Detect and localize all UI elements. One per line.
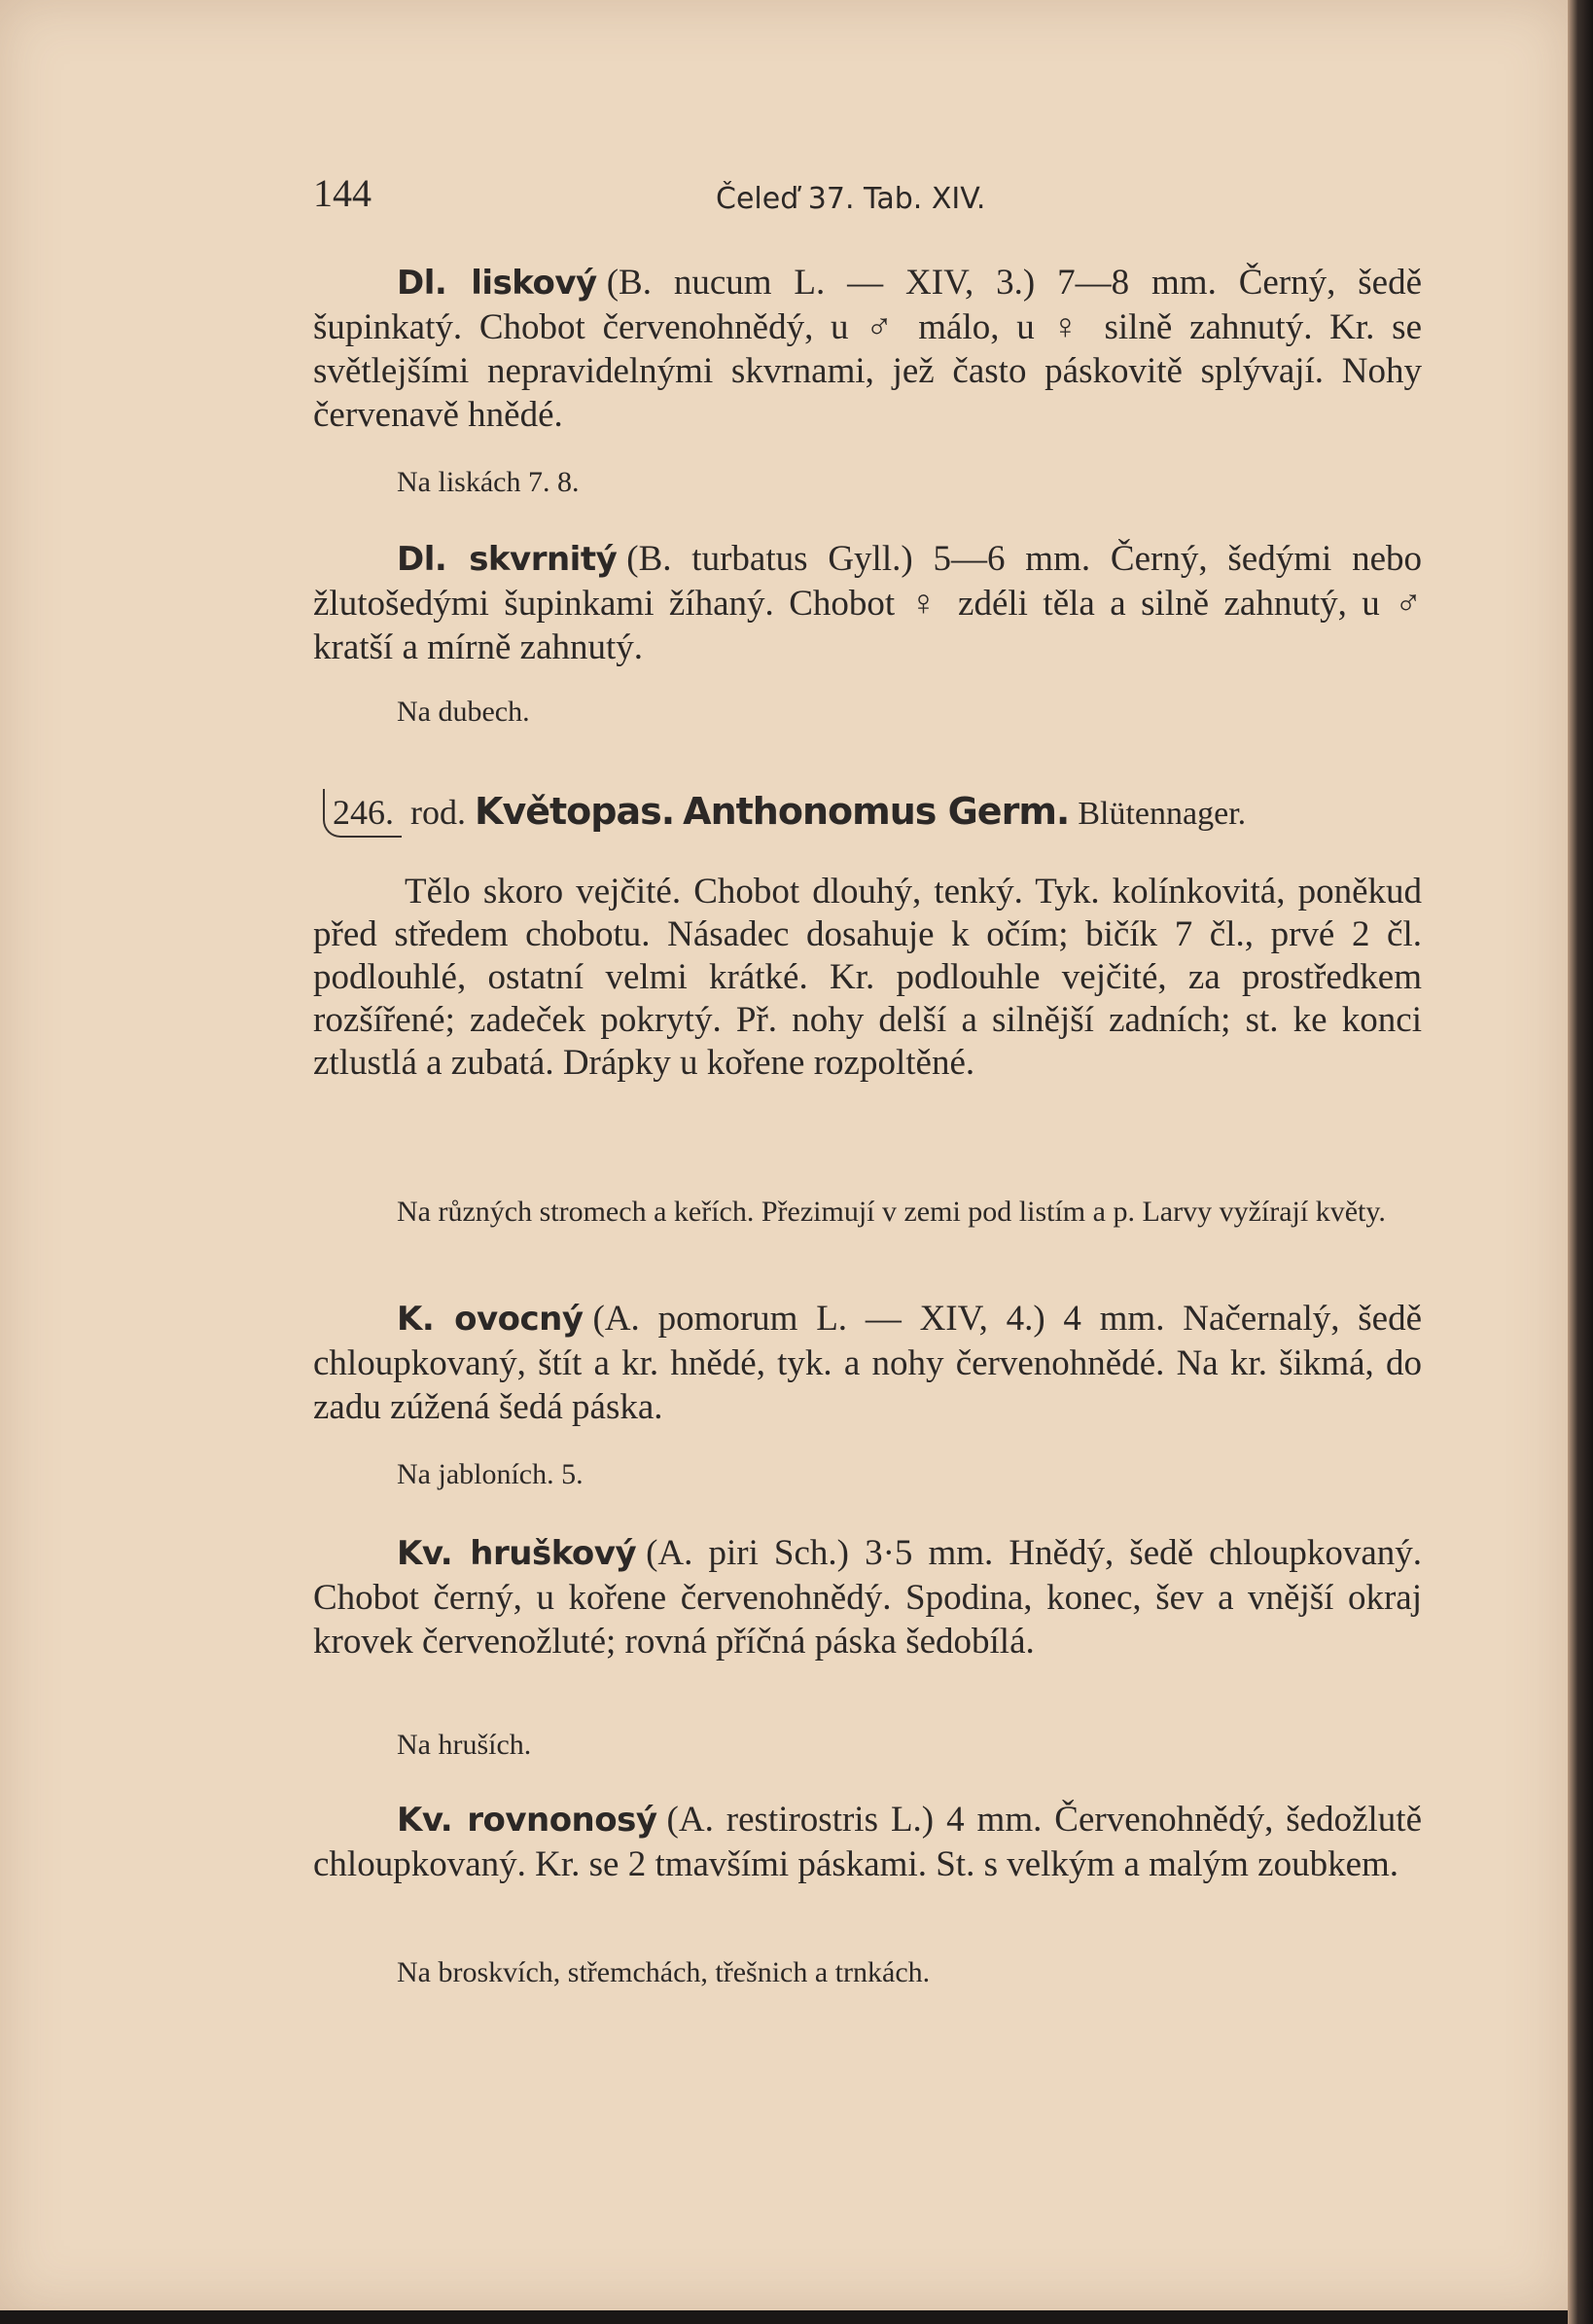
species-text: (A. restirostris L.) 4 mm. Červenohnědý, šedožlutě chloupkovaný. Kr. se 2 tmavšími páskami. St. s velkým a malým zoubkem. (313, 1800, 1423, 1884)
entry-hruskovy (313, 1531, 1422, 1663)
species-name: K. ovocný (397, 1300, 584, 1339)
entry-skvrnity (313, 537, 1422, 669)
habitat-note: Na hruších. (397, 1729, 532, 1761)
habitat-note: Na jabloních. 5. (397, 1458, 584, 1490)
genus-rank: rod. (410, 793, 466, 832)
habitat-note: Na dubech. (397, 696, 530, 728)
book-spine-edge (1568, 0, 1593, 2324)
species-text: (B. nucum L. — XIV, 3.) 7—8 mm. Černý, šedě šupinkatý. Chobot červenohnědý, u ♂ málo, u ♀ silně zahnutý. Kr. se světlejšími nepravidelnými skvrnami, jež často páskovitě splývají. Nohy červenavě hnědé. (313, 263, 1423, 435)
species-name: Kv. hruškový (397, 1534, 637, 1573)
genus-note-text: Na různých stromech a keřích. Přezimují v zemi pod listím a p. Larvy vyžírají květy. (397, 1196, 1386, 1228)
genus-number: 246. (323, 789, 402, 838)
genus-german-name: Blütennager. (1078, 796, 1247, 832)
species-text: (A. piri Sch.) 3·5 mm. Hnědý, šedě chloupkovaný. Chobot černý, u kořene červenohnědý. Spodina, konec, šev a vnější okraj krovek červenožluté; rovná příčná páska šedobílá. (313, 1533, 1422, 1662)
species-text: (A. pomorum L. — XIV, 4.) 4 mm. Načernalý, šedě chloupkovaný, štít a kr. hnědé, tyk. a nohy červenohnědé. Na kr. šikmá, do zadu zúžená šedá páska. (313, 1299, 1422, 1427)
genus-heading (323, 788, 1422, 838)
genus-czech-name: Květopas. (475, 790, 675, 833)
genus-latin-name: Anthonomus Germ. (683, 790, 1070, 833)
entry-rovnonosy (313, 1798, 1422, 1886)
genus-note (313, 1193, 1422, 1232)
entry-ovocny (313, 1297, 1422, 1429)
species-name: Dl. liskový (397, 264, 597, 303)
page-number: 144 (313, 171, 372, 215)
species-name: Dl. skvrnitý (397, 540, 618, 579)
habitat-note: Na broskvích, střemchách, třešnich a trnkách. (397, 1956, 931, 1988)
entry-liskovy (313, 261, 1422, 437)
page-header (313, 170, 1422, 229)
species-name: Kv. rovnonosý (397, 1801, 657, 1840)
running-head: Čeleď 37. Tab. XIV. (716, 182, 986, 216)
habitat-note: Na liskách 7. 8. (397, 466, 580, 498)
genus-description: Tělo skoro vejčité. Chobot dlouhý, tenký. Tyk. kolínkovitá, poněkud před středem chobotu. Násadec dosahuje k očím; bičík 7 čl., prvé 2 čl. podlouhlé, ostatní velmi krátké. Kr. podlouhle vejčité, za prostředkem rozšířené; zadeček pokrytý. Př. nohy delší a silnější zadních; st. ke konci ztlustlá a zubatá. Drápky u kořene rozpoltěné. (313, 872, 1422, 1083)
species-text: (B. turbatus Gyll.) 5—6 mm. Černý, šedými nebo žlutošedými šupinkami žíhaný. Chobot ♀ zdéli těla a silně zahnutý, u ♂ kratší a mírně zahnutý. (313, 539, 1422, 667)
